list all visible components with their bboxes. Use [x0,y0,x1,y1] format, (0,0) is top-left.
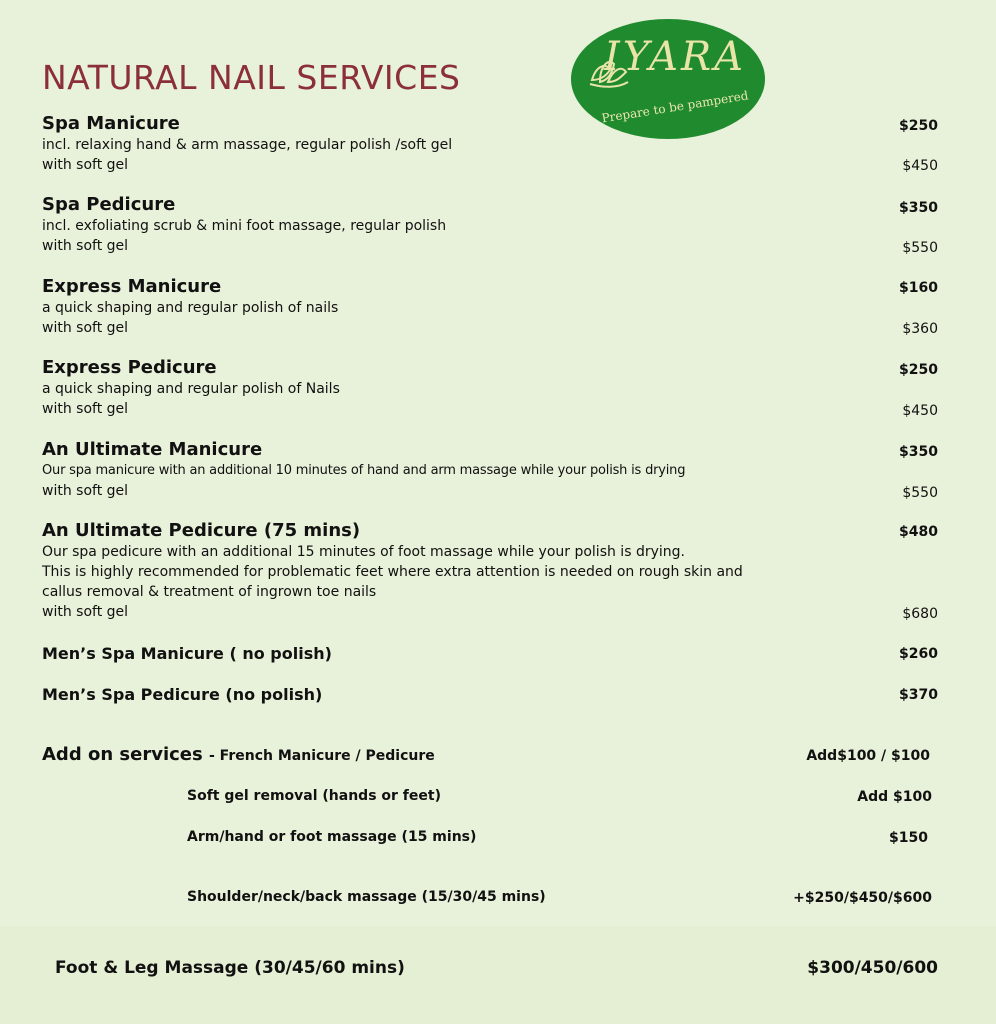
service-gel-option: with soft gel [42,157,129,173]
service-item [42,113,996,175]
service-description: Our spa manicure with an additional 10 minutes of hand and arm massage while your polish is drying [42,463,686,478]
service-price: $250 [899,362,938,378]
service-price: $350 [899,200,938,216]
service-price: $480 [899,524,938,540]
addon-item-name: - French Manicure / Pedicure [209,748,435,764]
foot-leg-massage-name: Foot & Leg Massage (30/45/60 mins) [55,958,405,978]
service-description: This is highly recommended for problematic feet where extra attention is needed on rough skin and [42,564,743,580]
service-price: $350 [899,444,938,460]
service-gel-option: with soft gel [42,320,129,336]
service-gel-option: with soft gel [42,401,129,417]
addon-price: Add$100 / $100 [806,748,930,764]
service-price: $160 [899,280,938,296]
addon-heading [42,744,435,765]
mens-service-name: Men’s Spa Pedicure (no polish) [42,685,323,704]
addon-price: Add $100 [857,789,932,805]
addon-heading-label: Add on services [42,744,203,765]
service-gel-option: with soft gel [42,483,129,499]
logo-tagline: Prepare to be pampered [600,88,750,126]
service-name: Express Pedicure [42,357,217,378]
service-name: Spa Manicure [42,113,180,134]
service-item [42,276,996,338]
service-description: callus removal & treatment of ingrown toe nails [42,584,377,600]
service-gel-price: $550 [902,485,938,501]
service-item [42,520,996,622]
service-gel-option: with soft gel [42,604,129,620]
service-gel-option: with soft gel [42,238,129,254]
logo-name: IYARA [604,34,746,80]
mens-service-name: Men’s Spa Manicure ( no polish) [42,644,332,663]
service-description: incl. relaxing hand & arm massage, regular polish /soft gel [42,137,453,153]
addon-price: $150 [889,830,928,846]
service-item [42,357,996,419]
service-name: An Ultimate Pedicure (75 mins) [42,520,361,541]
service-name: Express Manicure [42,276,222,297]
service-description: a quick shaping and regular polish of Nails [42,381,340,397]
service-gel-price: $450 [902,158,938,174]
service-gel-price: $450 [902,403,938,419]
service-name: An Ultimate Manicure [42,439,263,460]
page-title: NATURAL NAIL SERVICES [42,58,461,97]
service-item [42,439,996,501]
addon-item-name: Shoulder/neck/back massage (15/30/45 mins) [187,889,546,905]
addon-item-name: Arm/hand or foot massage (15 mins) [187,829,477,845]
service-description: incl. exfoliating scrub & mini foot massage, regular polish [42,218,447,234]
service-name: Spa Pedicure [42,194,176,215]
addon-price: +$250/$450/$600 [793,890,932,906]
service-description: a quick shaping and regular polish of nails [42,300,339,316]
service-gel-price: $550 [902,240,938,256]
foot-leg-massage-price: $300/450/600 [807,958,938,978]
service-price: $250 [899,118,938,134]
service-item [42,194,996,256]
mens-service-price: $370 [899,687,938,703]
service-description: Our spa pedicure with an additional 15 minutes of foot massage while your polish is drying. [42,544,685,560]
service-gel-price: $680 [902,606,938,622]
service-gel-price: $360 [902,321,938,337]
mens-service-price: $260 [899,646,938,662]
addon-item-name: Soft gel removal (hands or feet) [187,788,441,804]
